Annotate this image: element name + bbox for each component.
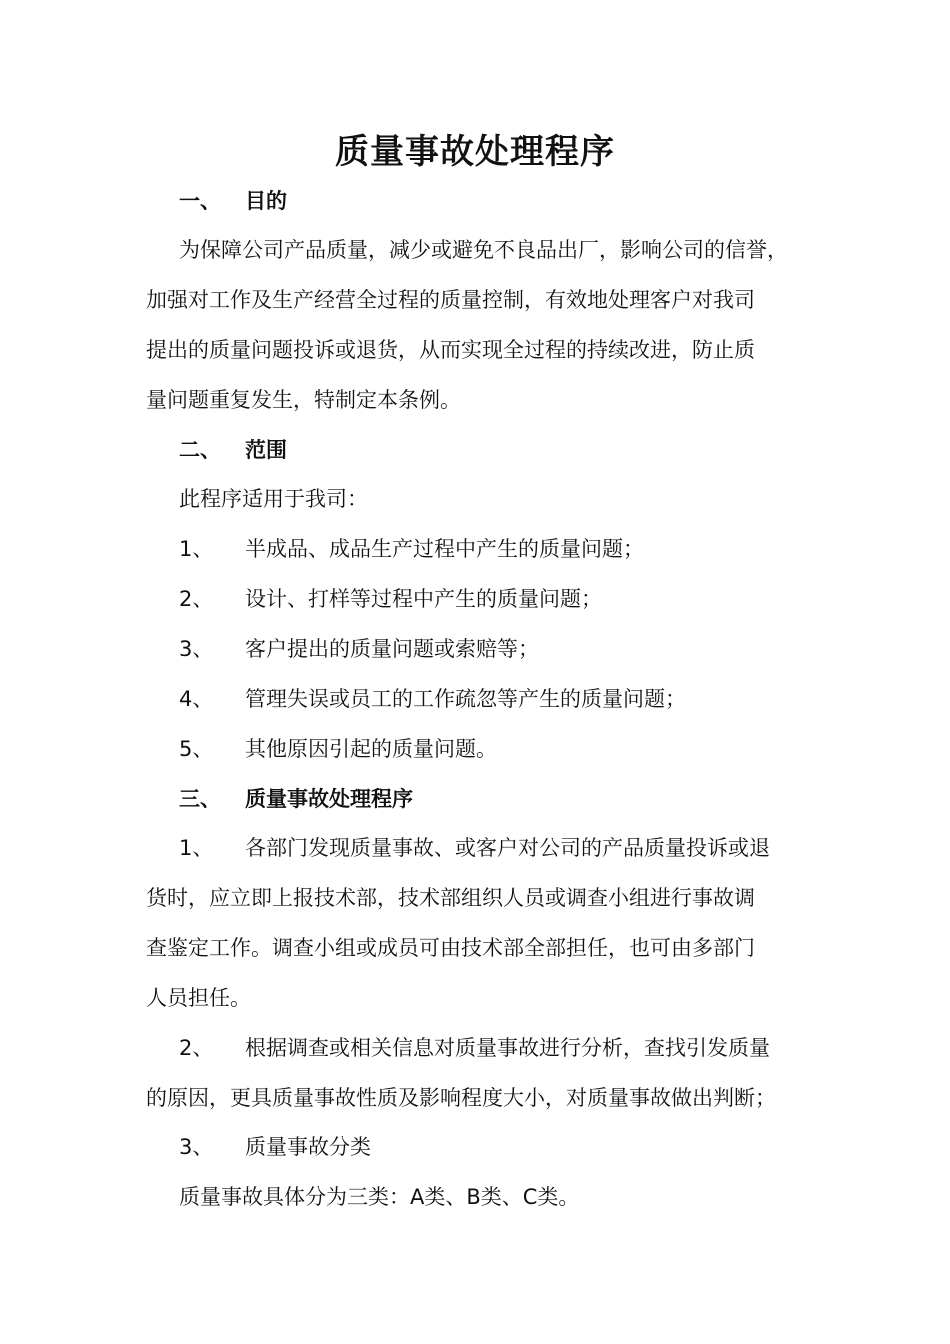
list-item-text: 质量事故分类 xyxy=(245,1135,371,1159)
list-item-number: 1、 xyxy=(179,537,214,561)
paragraph-line: 根据调查或相关信息对质量事故进行分析，查找引发质量 xyxy=(245,1036,770,1060)
paragraph-line: 货时，应立即上报技术部，技术部组织人员或调查小组进行事故调 xyxy=(146,886,755,910)
list-item xyxy=(179,634,869,664)
section-title: 质量事故处理程序 xyxy=(245,787,413,811)
section-heading-scope xyxy=(179,435,869,465)
section-number: 三、 xyxy=(179,787,221,811)
procedure-item-1 xyxy=(179,833,869,863)
paragraph-line: 查鉴定工作。调查小组或成员可由技术部全部担任，也可由多部门 xyxy=(146,936,755,960)
paragraph-line: 为保障公司产品质量，减少或避免不良品出厂，影响公司的信誉， xyxy=(179,238,788,262)
paragraph-line: 人员担任。 xyxy=(146,986,251,1010)
list-item-number: 1、 xyxy=(179,836,214,860)
list-item xyxy=(179,734,869,764)
list-item-number: 3、 xyxy=(179,1135,214,1159)
paragraph-line: 提出的质量问题投诉或退货，从而实现全过程的持续改进，防止质 xyxy=(146,338,755,362)
section-number: 一、 xyxy=(179,189,221,213)
list-item-number: 2、 xyxy=(179,1036,214,1060)
procedure-item-3 xyxy=(179,1132,869,1162)
list-item-text: 其他原因引起的质量问题。 xyxy=(245,737,497,761)
procedure-item-2 xyxy=(179,1033,869,1063)
paragraph-line: 各部门发现质量事故、或客户对公司的产品质量投诉或退 xyxy=(245,836,770,860)
paragraph-line: 的原因，更具质量事故性质及影响程度大小，对质量事故做出判断； xyxy=(146,1086,776,1110)
list-item xyxy=(179,684,869,714)
list-item-text: 半成品、成品生产过程中产生的质量问题； xyxy=(245,537,644,561)
list-item-text: 管理失误或员工的工作疏忽等产生的质量问题； xyxy=(245,687,686,711)
classification-text: 质量事故具体分为三类：A类、B类、C类。 xyxy=(179,1185,580,1209)
page-title: 质量事故处理程序 xyxy=(335,132,615,172)
list-item-number: 3、 xyxy=(179,637,214,661)
scope-intro: 此程序适用于我司： xyxy=(179,487,368,511)
list-item-text: 设计、打样等过程中产生的质量问题； xyxy=(245,587,602,611)
section-number: 二、 xyxy=(179,438,221,462)
list-item-number: 5、 xyxy=(179,737,214,761)
section-title: 目的 xyxy=(245,189,287,213)
section-title: 范围 xyxy=(245,438,287,462)
list-item xyxy=(179,534,869,564)
list-item xyxy=(179,584,869,614)
list-item-number: 2、 xyxy=(179,587,214,611)
paragraph-line: 量问题重复发生，特制定本条例。 xyxy=(146,388,461,412)
section-heading-procedure xyxy=(179,784,869,814)
list-item-number: 4、 xyxy=(179,687,214,711)
paragraph-line: 加强对工作及生产经营全过程的质量控制，有效地处理客户对我司 xyxy=(146,288,755,312)
section-heading-purpose xyxy=(179,186,869,216)
list-item-text: 客户提出的质量问题或索赔等； xyxy=(245,637,539,661)
